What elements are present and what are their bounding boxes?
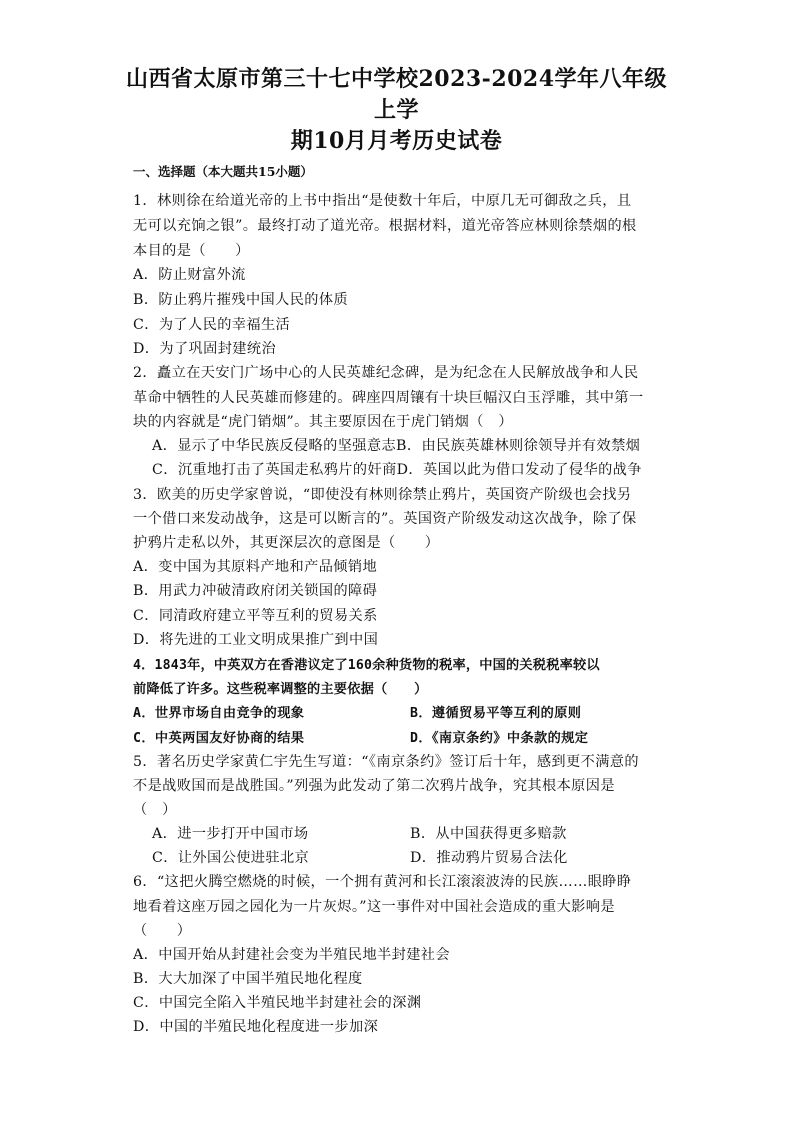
q2-option-cd: C．沉重地打击了英国走私鸦片的奸商D．英国以此为借口发动了侵华的战争: [152, 462, 642, 478]
q3-option-b: B．用武力冲破清政府闭关锁国的障碍: [133, 583, 378, 599]
q3-option-d: D．将先进的工业文明成果推广到中国: [133, 632, 379, 648]
q1-option-d: D．为了巩固封建统治: [133, 341, 277, 357]
q2-option-ab: A．显示了中华民族反侵略的坚强意志B．由民族英雄林则徐领导并有效禁烟: [152, 438, 641, 454]
q6-stem-line: 地看着这座万园之园化为一片灰烬。”这一事件对中国社会造成的重大影响是: [133, 899, 615, 915]
q6-option-b: B．大大加深了中国半殖民地化程度: [133, 971, 363, 987]
q5-option-b: B．从中国获得更多赔款: [410, 826, 567, 842]
q1-stem-line: 1．林则徐在给道光帝的上书中指出“是使数十年后，中原几无可御敌之兵，且: [133, 193, 632, 209]
q5-stem-line: 不是战败国而是战胜国。”列强为此发动了第二次鸦片战争，究其根本原因是: [133, 778, 615, 794]
q6-option-a: A．中国开始从封建社会变为半殖民地半封建社会: [133, 947, 450, 963]
q3-stem-line: 护鸦片走私以外，其更深层次的意图是（ ）: [133, 535, 440, 551]
section-heading: 一、选择题（本大题共15小题）: [133, 164, 313, 179]
q4-stem-line: 4．1843年，中英双方在香港议定了160余种货物的税率，中国的关税税率较以: [133, 658, 600, 673]
q2-stem-line: 块的内容就是“虎门销烟”。其主要原因在于虎门销烟（ ）: [133, 414, 513, 430]
q1-stem-line: 无可以充饷之银”。最终打动了道光帝。根据材料，道光帝答应林则徐禁烟的根: [133, 218, 637, 234]
q5-stem-line: （ ）: [133, 802, 177, 818]
q5-option-d: D．推动鸦片贸易合法化: [410, 850, 568, 866]
q1-option-a: A．防止财富外流: [133, 267, 246, 283]
q5-stem-line: 5．著名历史学家黄仁宇先生写道：“《南京条约》签订后十年，感到更不满意的: [133, 754, 639, 770]
q4-option-b: B．遵循贸易平等互利的原则: [410, 706, 582, 721]
q3-option-a: A．变中国为其原料产地和产品倾销地: [133, 559, 378, 575]
q2-stem-line: 2．矗立在天安门广场中心的人民英雄纪念碑，是为纪念在人民解放战争和人民: [133, 365, 639, 381]
q4-option-a: A．世界市场自由竞争的现象: [133, 706, 305, 721]
q6-option-d: D．中国的半殖民地化程度进一步加深: [133, 1019, 379, 1035]
q3-stem-line: 3．欧美的历史学家曾说，“即使没有林则徐禁止鸦片，英国资产阶级也会找另: [133, 487, 632, 503]
title-line-1: 山西省太原市第三十七中学校2023-2024学年八年级上学: [125, 66, 668, 123]
q1-option-c: C．为了人民的幸福生活: [133, 317, 291, 333]
q1-stem-line: 本目的是（ ）: [133, 243, 250, 259]
q6-stem-line: 6．“这把火腾空燃烧的时候，一个拥有黄河和长江滚滚波涛的民族……眼睁睁: [133, 874, 632, 890]
q6-stem-line: （ ）: [133, 923, 192, 939]
page-title: [120, 64, 673, 157]
q3-stem-line: 一个借口来发动战争，这是可以断言的”。英国资产阶级发动这次战争，除了保: [133, 511, 637, 527]
q5-option-c: C．让外国公使进驻北京: [152, 850, 310, 866]
q6-option-c: C．中国完全陷入半殖民地半封建社会的深渊: [133, 995, 422, 1011]
title-line-2: 期10月月考历史试卷: [290, 128, 503, 154]
q2-stem-line: 革命中牺牲的人民英雄而修建的。碑座四周镶有十块巨幅汉白玉浮雕，其中第一: [133, 390, 644, 406]
q3-option-c: C．同清政府建立平等互利的贸易关系: [133, 608, 378, 624]
q1-option-b: B．防止鸦片摧残中国人民的体质: [133, 292, 349, 308]
q4-option-c: C．中英两国友好协商的结果: [133, 731, 305, 746]
q4-option-d: D．《南京条约》中条款的规定: [410, 731, 589, 746]
q5-option-a: A．进一步打开中国市场: [152, 826, 309, 842]
q4-stem-line: 前降低了许多。这些税率调整的主要依据（ ）: [133, 682, 428, 697]
